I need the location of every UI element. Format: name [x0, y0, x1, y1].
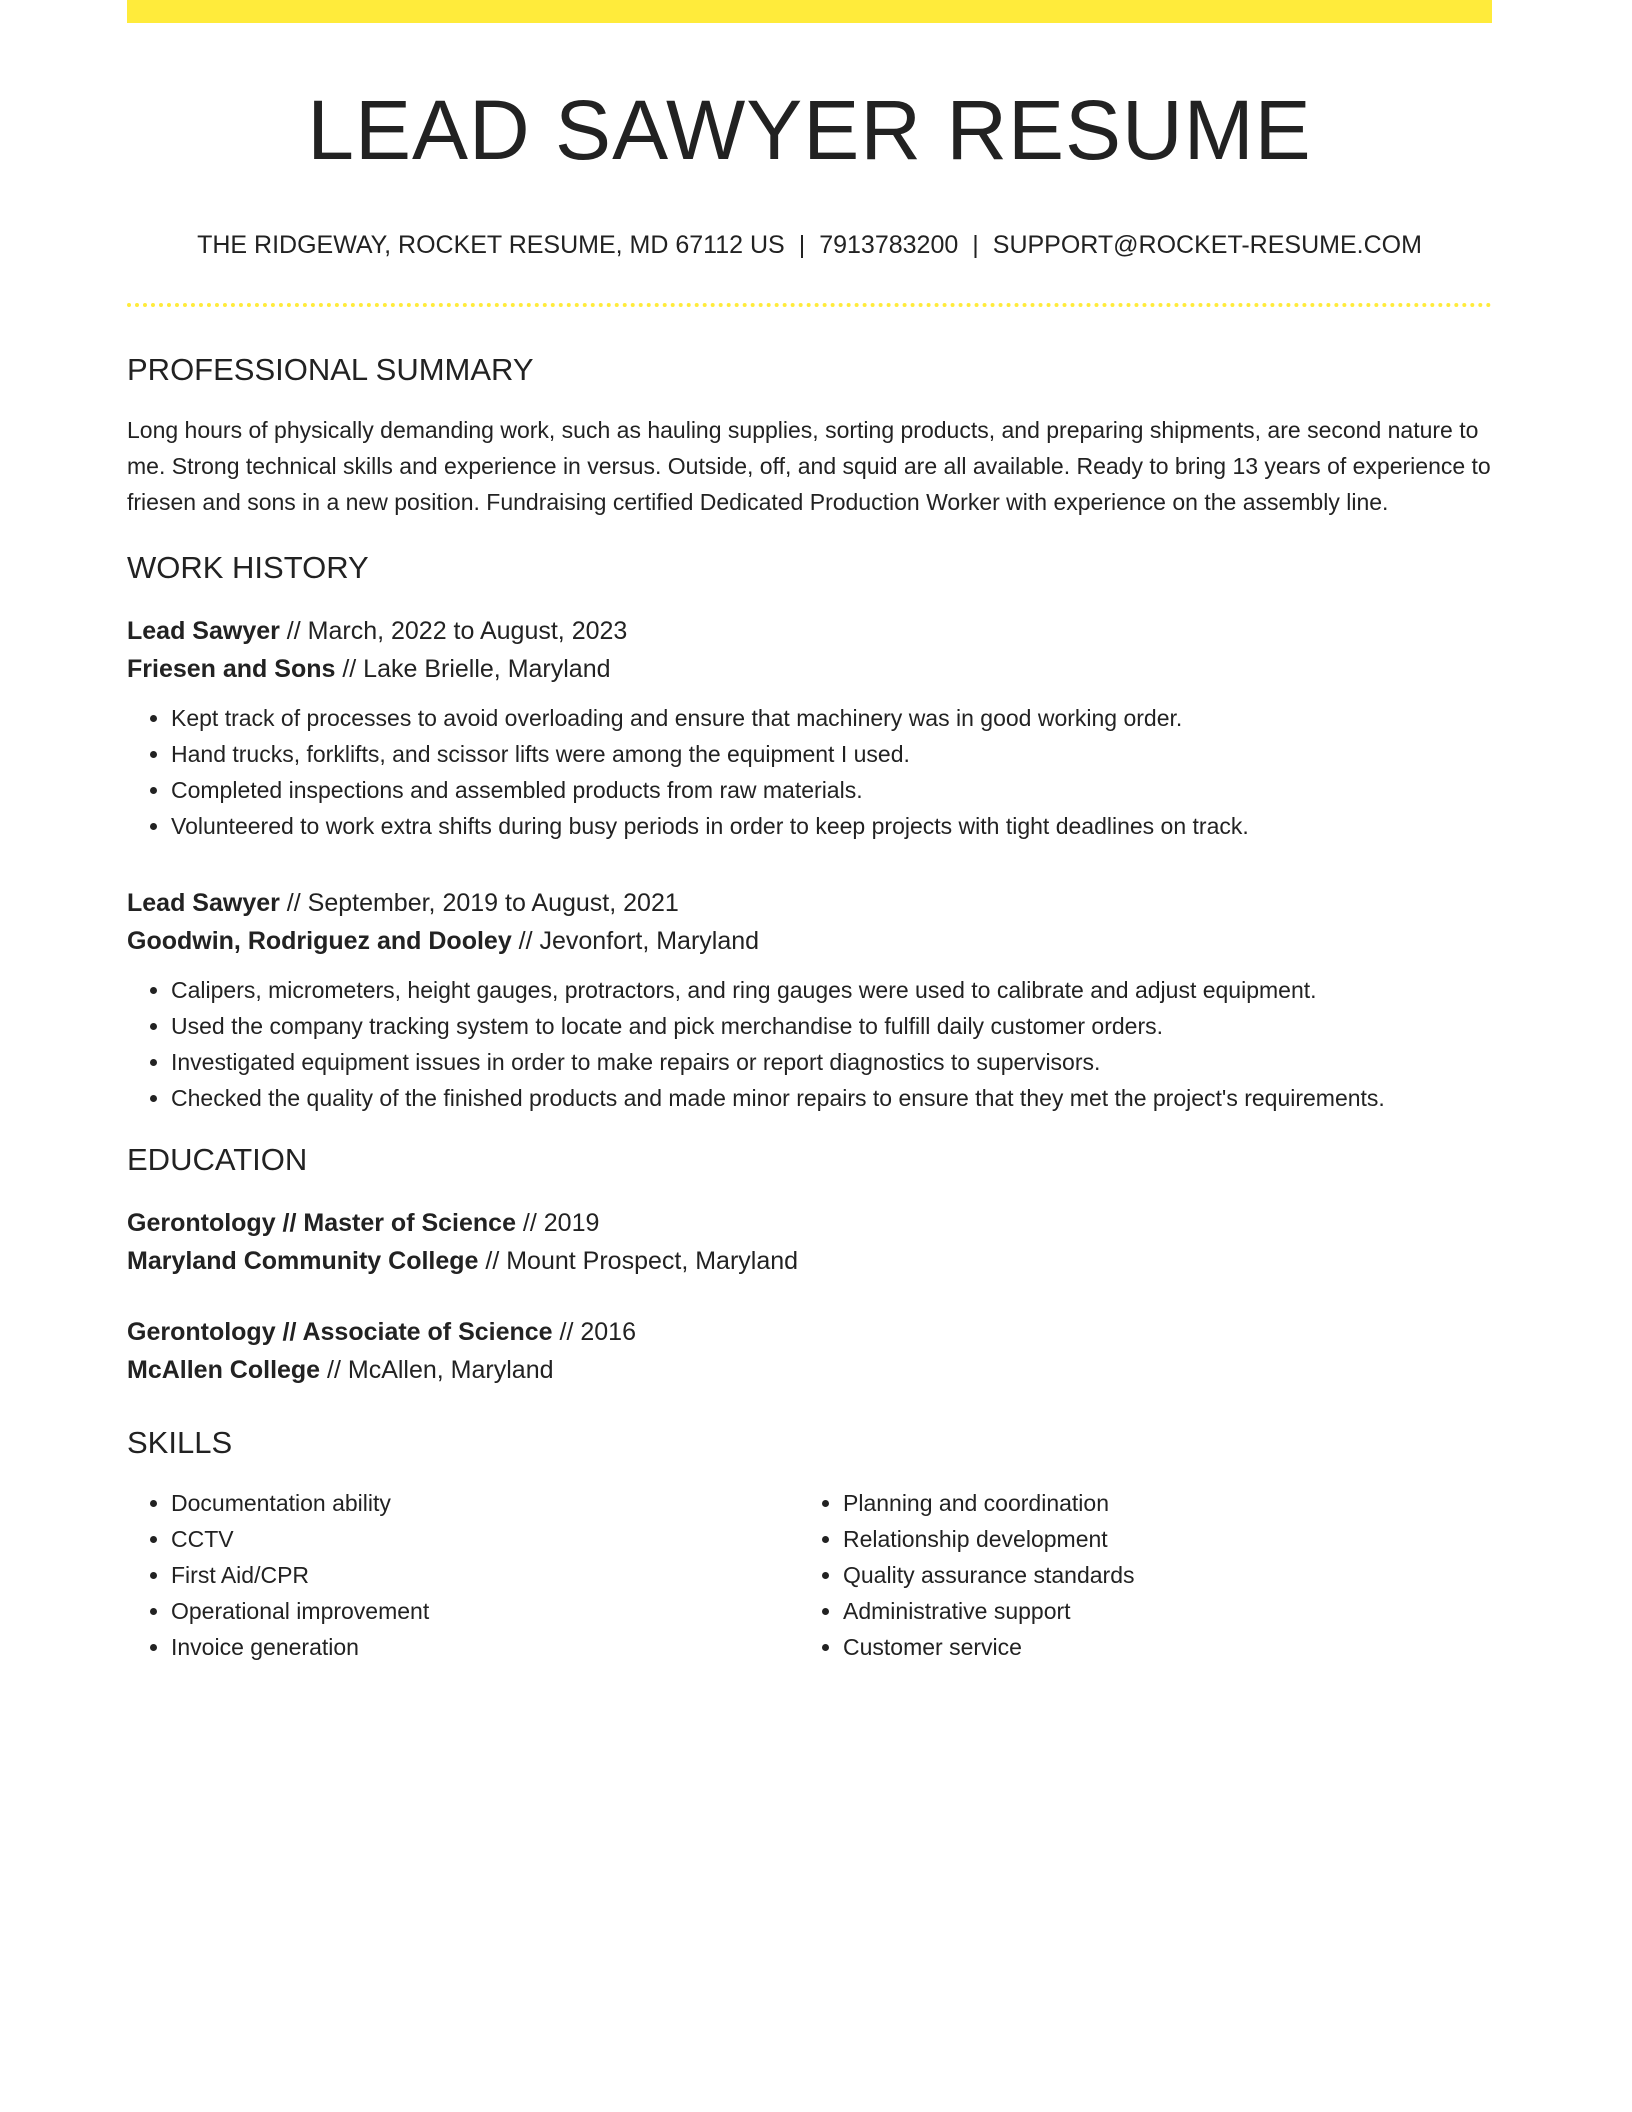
- resume-title: LEAD SAWYER RESUME: [307, 83, 1312, 177]
- education-section: [127, 1142, 1492, 1389]
- job-bullet: • Investigated equipment issues in order to make repairs or report diagnostics to supervisors.: [171, 1044, 1492, 1080]
- dotted-divider: [127, 303, 1492, 307]
- contact-separator: |: [972, 231, 979, 259]
- job-bullet: • Checked the quality of the finished products and made minor repairs to ensure that they met the project's requirements.: [171, 1080, 1492, 1116]
- skill-item: • First Aid/CPR: [171, 1557, 799, 1593]
- skill-item: • Invoice generation: [171, 1629, 799, 1665]
- job-bullet: • Volunteered to work extra shifts during busy periods in order to keep projects with tight deadlines on track.: [171, 808, 1492, 844]
- job-bullet: • Used the company tracking system to locate and pick merchandise to fulfill daily customer orders.: [171, 1008, 1492, 1044]
- job-bullet: • Hand trucks, forklifts, and scissor lifts were among the equipment I used.: [171, 736, 1492, 772]
- job-title-line: [127, 612, 1492, 650]
- job-company-line: [127, 650, 1492, 688]
- skills-grid: [127, 1485, 1492, 1665]
- contact-address: THE RIDGEWAY, ROCKET RESUME, MD 67112 US: [197, 231, 785, 259]
- school-location: // Mount Prospect, Maryland: [478, 1247, 799, 1275]
- job-title: Lead Sawyer: [127, 889, 280, 917]
- summary-section: [127, 352, 1492, 520]
- skills-section: [127, 1425, 1492, 1665]
- skill-item: • Quality assurance standards: [843, 1557, 1471, 1593]
- degree: Gerontology // Associate of Science: [127, 1318, 553, 1346]
- job-company: Friesen and Sons: [127, 655, 336, 683]
- degree-year: // 2016: [552, 1318, 636, 1346]
- job-location: // Jevonfort, Maryland: [511, 927, 760, 955]
- job-title-line: [127, 884, 1492, 922]
- contact-line: [127, 230, 1492, 260]
- work-history-heading: WORK HISTORY: [127, 550, 369, 585]
- skill-item: • Documentation ability: [171, 1485, 799, 1521]
- job-company-line: [127, 922, 1492, 960]
- school: Maryland Community College: [127, 1247, 479, 1275]
- degree-year: // 2019: [515, 1209, 600, 1237]
- work-history-section: [127, 550, 1492, 1116]
- job-dates: // September, 2019 to August, 2021: [279, 889, 679, 917]
- contact-phone: 7913783200: [819, 231, 959, 259]
- skill-item: • Relationship development: [843, 1521, 1471, 1557]
- education-entry: [127, 1204, 1492, 1280]
- job-dates: // March, 2022 to August, 2023: [279, 617, 628, 645]
- job-entry: [127, 884, 1492, 1116]
- contact-email: SUPPORT@ROCKET-RESUME.COM: [992, 231, 1422, 259]
- summary-text: Long hours of physically demanding work, such as hauling supplies, sorting products, and preparing shipments, are second nature to me. Strong technical skills and experience in versus. Outside, off, and squid are all available. Ready to bring 13 years of experience to friesen and sons in a new position. Fundraising certified Dedicated Production Worker with experience on the assembly line.: [127, 417, 1491, 515]
- job-bullet: • Completed inspections and assembled products from raw materials.: [171, 772, 1492, 808]
- education-heading: EDUCATION: [127, 1142, 308, 1177]
- job-bullet: • Calipers, micrometers, height gauges, protractors, and ring gauges were used to calibrate and adjust equipment.: [171, 972, 1492, 1008]
- skill-item: • Customer service: [843, 1629, 1471, 1665]
- job-title: Lead Sawyer: [127, 617, 280, 645]
- job-bullet: • Kept track of processes to avoid overloading and ensure that machinery was in good working order.: [171, 700, 1492, 736]
- skills-list: [127, 1485, 799, 1665]
- summary-heading: PROFESSIONAL SUMMARY: [127, 352, 534, 387]
- education-entry: [127, 1313, 1492, 1389]
- skill-item: • CCTV: [171, 1521, 799, 1557]
- skills-column-left: [127, 1485, 799, 1665]
- school-line: [127, 1351, 1492, 1389]
- degree-line: [127, 1313, 1492, 1351]
- skills-column-right: [799, 1485, 1471, 1665]
- skill-item: • Administrative support: [843, 1593, 1471, 1629]
- job-entry: [127, 612, 1492, 844]
- job-bullets: [127, 972, 1492, 1116]
- school-line: [127, 1242, 1492, 1280]
- job-location: // Lake Brielle, Maryland: [335, 655, 611, 683]
- contact-separator: |: [798, 231, 806, 259]
- resume-content: [127, 0, 1492, 1665]
- job-company: Goodwin, Rodriguez and Dooley: [127, 927, 512, 955]
- degree-line: [127, 1204, 1492, 1242]
- school-location: // McAllen, Maryland: [320, 1356, 554, 1384]
- degree: Gerontology // Master of Science: [127, 1209, 516, 1237]
- skill-item: • Planning and coordination: [843, 1485, 1471, 1521]
- skills-list: [799, 1485, 1471, 1665]
- skill-item: • Operational improvement: [171, 1593, 799, 1629]
- skills-heading: SKILLS: [127, 1425, 233, 1460]
- school: McAllen College: [127, 1356, 321, 1384]
- job-bullets: [127, 700, 1492, 844]
